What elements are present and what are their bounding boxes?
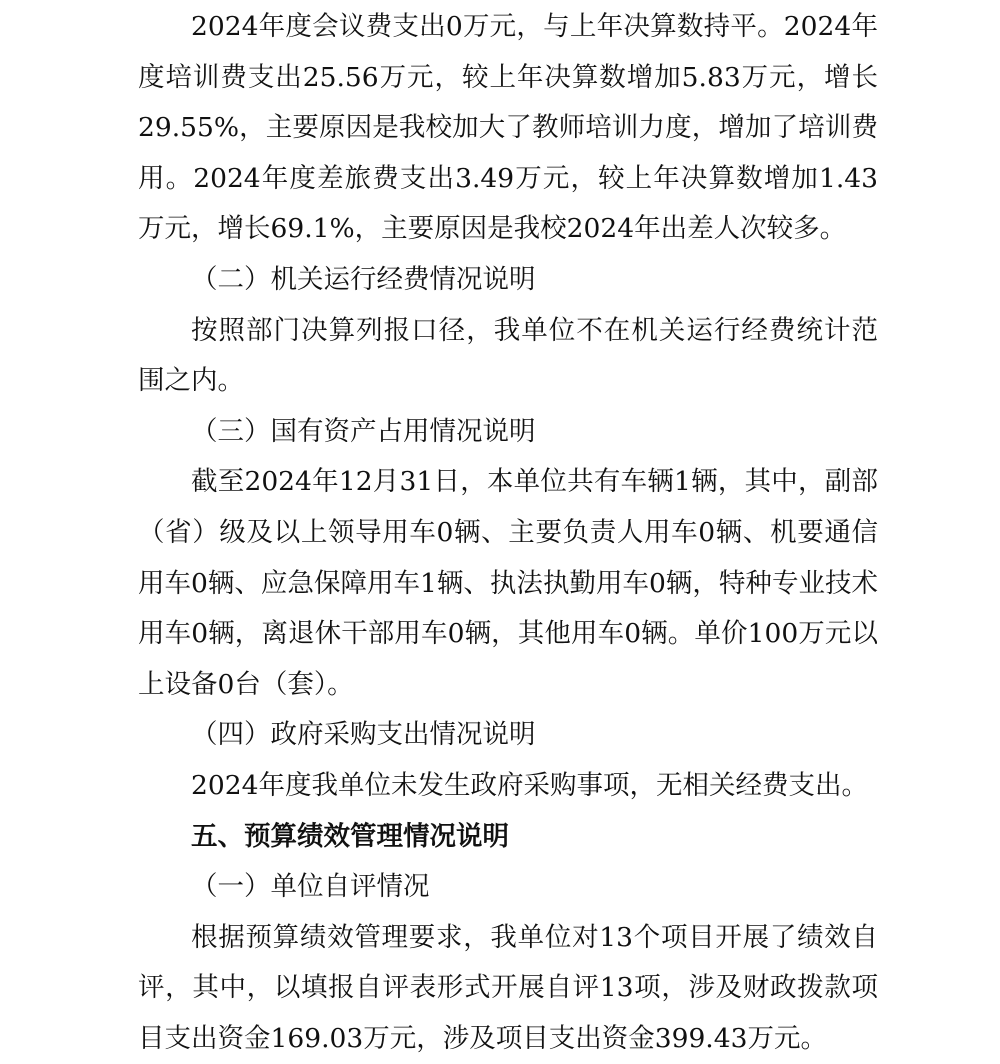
heading-government-procurement: （四）政府采购支出情况说明 <box>191 719 536 751</box>
heading-state-assets: （三）国有资产占用情况说明 <box>191 415 536 447</box>
paragraph-state-assets: 截至2024年12月31日，本单位共有车辆1辆，其中，副部（省）级及以上领导用车0辆、主要负责人用车0辆、机要通信用车0辆、应急保障用车1辆、执法执勤用车0辆，特种专业技术用车0辆，离退休干部用车0辆，其他用车0辆。单价100万元以上设备0台（套）。 <box>138 466 878 700</box>
heading-agency-operating-expenses: （二）机关运行经费情况说明 <box>191 263 536 295</box>
heading-self-evaluation: （一）单位自评情况 <box>191 871 430 903</box>
paragraph-government-procurement: 2024年度我单位未发生政府采购事项，无相关经费支出。 <box>191 769 868 801</box>
paragraph-conference-training-travel: 2024年度会议费支出0万元，与上年决算数持平。2024年度培训费支出25.56万元，较上年决算数增加5.83万元，增长29.55%，主要原因是我校加大了教师培训力度，增加了培训费用。2024年度差旅费支出3.49万元，较上年决算数增加1.43万元，增长69.1%，主要原因是我校2024年出差人次较多。 <box>138 11 878 245</box>
paragraph-self-evaluation: 根据预算绩效管理要求，我单位对13个项目开展了绩效自评，其中，以填报自评表形式开展自评13项，涉及财政拨款项目支出资金169.03万元，涉及项目支出资金399.43万元。 <box>138 921 878 1054</box>
paragraph-agency-operating-expenses: 按照部门决算列报口径，我单位不在机关运行经费统计范围之内。 <box>138 314 878 397</box>
document-page <box>138 0 878 1064</box>
heading-performance-management: 五、预算绩效管理情况说明 <box>191 820 509 852</box>
